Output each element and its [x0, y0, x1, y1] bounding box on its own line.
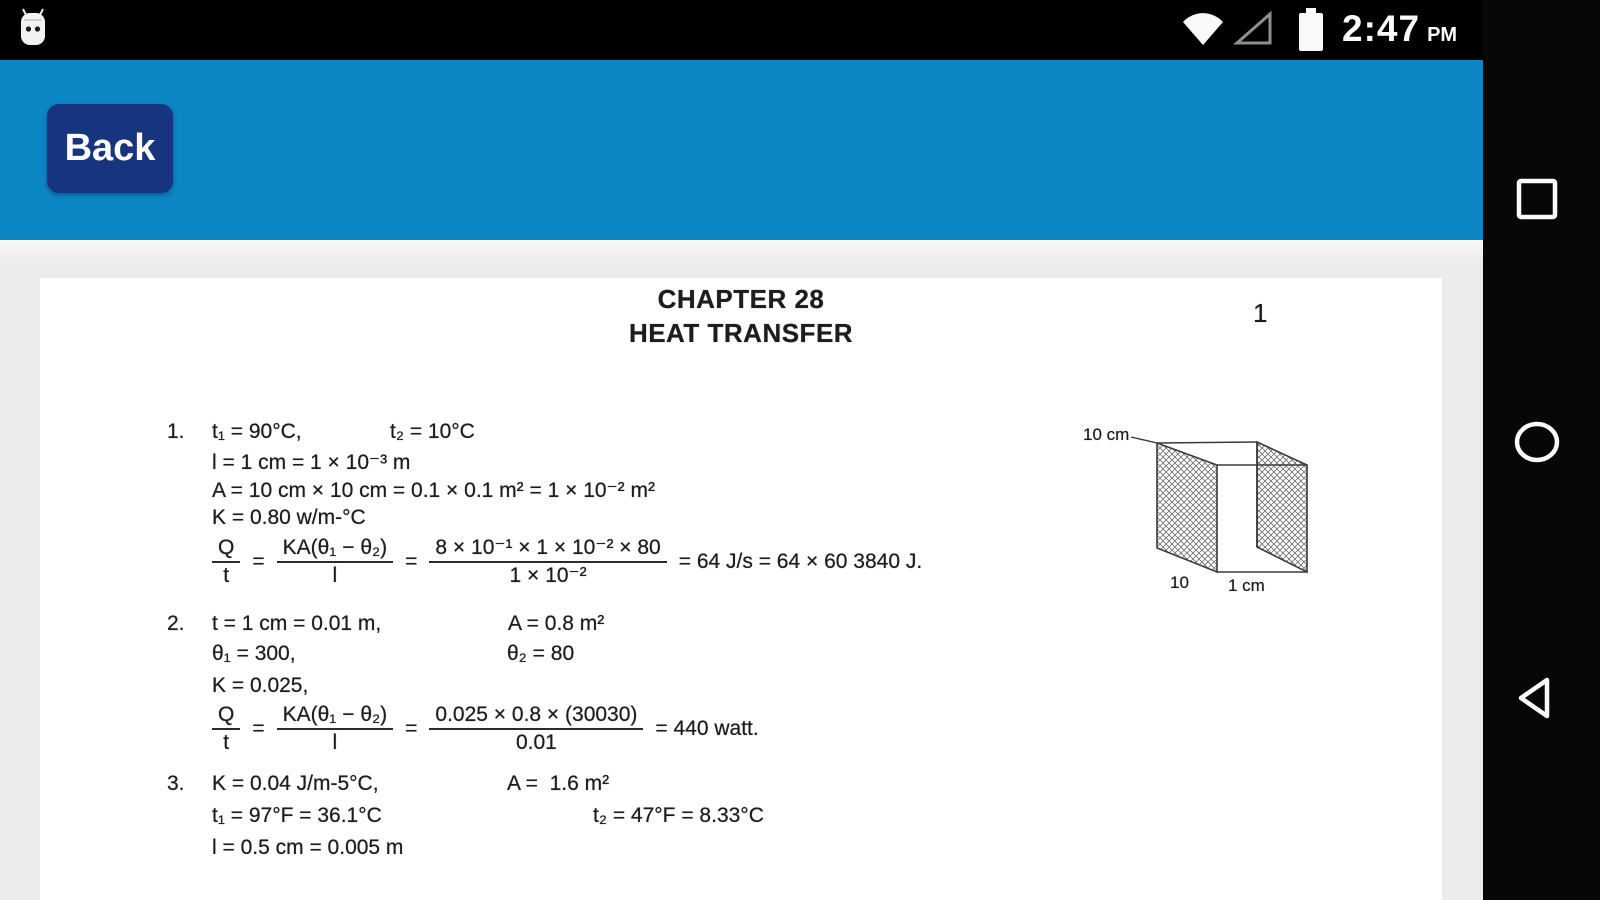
- equals-sign: =: [405, 550, 418, 574]
- status-bar: [0, 0, 1600, 60]
- chapter-subtitle: HEAT TRANSFER: [628, 318, 854, 348]
- frac-denominator: l: [332, 731, 338, 755]
- p2-line2b: θ₂ = 80: [507, 642, 575, 665]
- diagram-label-10: 10: [1170, 573, 1189, 592]
- p1-line1a: t₁ = 90°C,: [212, 420, 302, 443]
- frac-numerator: Q: [212, 536, 240, 563]
- fraction-q-t: [212, 703, 240, 755]
- fraction-ka: [277, 536, 394, 588]
- problem-1-number: 1.: [167, 420, 185, 443]
- frac-numerator: KA(θ₁ − θ₂): [277, 703, 394, 730]
- problem-3-number: 3.: [167, 772, 185, 795]
- fraction-values: [429, 536, 666, 588]
- diagram-label-10cm: 10 cm: [1083, 425, 1130, 444]
- document-viewport: [0, 240, 1483, 900]
- p1-line1b: t₂ = 10°C: [390, 420, 475, 443]
- frac-denominator: t: [223, 731, 230, 755]
- cell-signal-icon: [1233, 11, 1273, 47]
- equals-sign: =: [405, 717, 418, 741]
- diagram-label-1cm: 1 cm: [1228, 576, 1265, 595]
- document-page[interactable]: [40, 278, 1442, 900]
- p1-line4: K = 0.80 w/m-°C: [212, 506, 366, 529]
- frac-denominator: t: [223, 564, 230, 588]
- p3-line1a: K = 0.04 J/m-5°C,: [212, 772, 379, 795]
- p1-line2: l = 1 cm = 1 × 10⁻³ m: [212, 451, 411, 474]
- problem-2-number: 2.: [167, 612, 185, 635]
- home-icon[interactable]: [1514, 419, 1560, 465]
- frac-denominator: 1 × 10⁻²: [509, 564, 587, 588]
- android-icon: [20, 7, 46, 51]
- time-text: 2:47: [1342, 8, 1421, 49]
- back-icon[interactable]: [1513, 675, 1559, 721]
- equation-result: = 440 watt.: [655, 717, 759, 741]
- fraction-values: [429, 703, 643, 755]
- android-nav-bar: [1483, 0, 1600, 900]
- frac-numerator: Q: [212, 703, 240, 730]
- frac-numerator: 0.025 × 0.8 × (30030): [429, 703, 643, 730]
- p3-line1b: A = 1.6 m²: [507, 772, 610, 795]
- app-header: [0, 60, 1483, 240]
- p1-line3: A = 10 cm × 10 cm = 0.1 × 0.1 m² = 1 × 10⁻² m²: [212, 479, 655, 502]
- clock: [1342, 8, 1457, 50]
- equals-sign: =: [252, 550, 265, 574]
- frac-numerator: KA(θ₁ − θ₂): [277, 536, 394, 563]
- slab-diagram: [1075, 425, 1337, 607]
- recents-icon[interactable]: [1515, 177, 1559, 221]
- battery-icon: [1297, 8, 1325, 52]
- page-number: 1: [1253, 298, 1268, 328]
- chapter-title: CHAPTER 28: [657, 284, 825, 314]
- equals-sign: =: [252, 717, 265, 741]
- meridiem-text: PM: [1427, 24, 1458, 46]
- frac-numerator: 8 × 10⁻¹ × 1 × 10⁻² × 80: [429, 536, 666, 563]
- p2-line3: K = 0.025,: [212, 674, 309, 697]
- p2-line1a: t = 1 cm = 0.01 m,: [212, 612, 382, 635]
- p2-equation: [212, 703, 759, 755]
- p3-line3: l = 0.5 cm = 0.005 m: [212, 836, 404, 859]
- p2-line1b: A = 0.8 m²: [508, 612, 605, 635]
- slab-box-drawing: [1127, 433, 1317, 583]
- p3-line2b: t₂ = 47°F = 8.33°C: [593, 804, 764, 827]
- fraction-ka: [277, 703, 394, 755]
- frac-denominator: 0.01: [515, 731, 557, 755]
- back-button[interactable]: Back: [47, 104, 173, 193]
- p3-line2a: t₁ = 97°F = 36.1°C: [212, 804, 382, 827]
- frac-denominator: l: [332, 564, 338, 588]
- p1-equation: [212, 536, 922, 588]
- wifi-icon: [1181, 11, 1225, 47]
- equation-result: = 64 J/s = 64 × 60 3840 J.: [678, 550, 923, 574]
- p2-line2a: θ₁ = 300,: [212, 642, 296, 665]
- fraction-q-t: [212, 536, 240, 588]
